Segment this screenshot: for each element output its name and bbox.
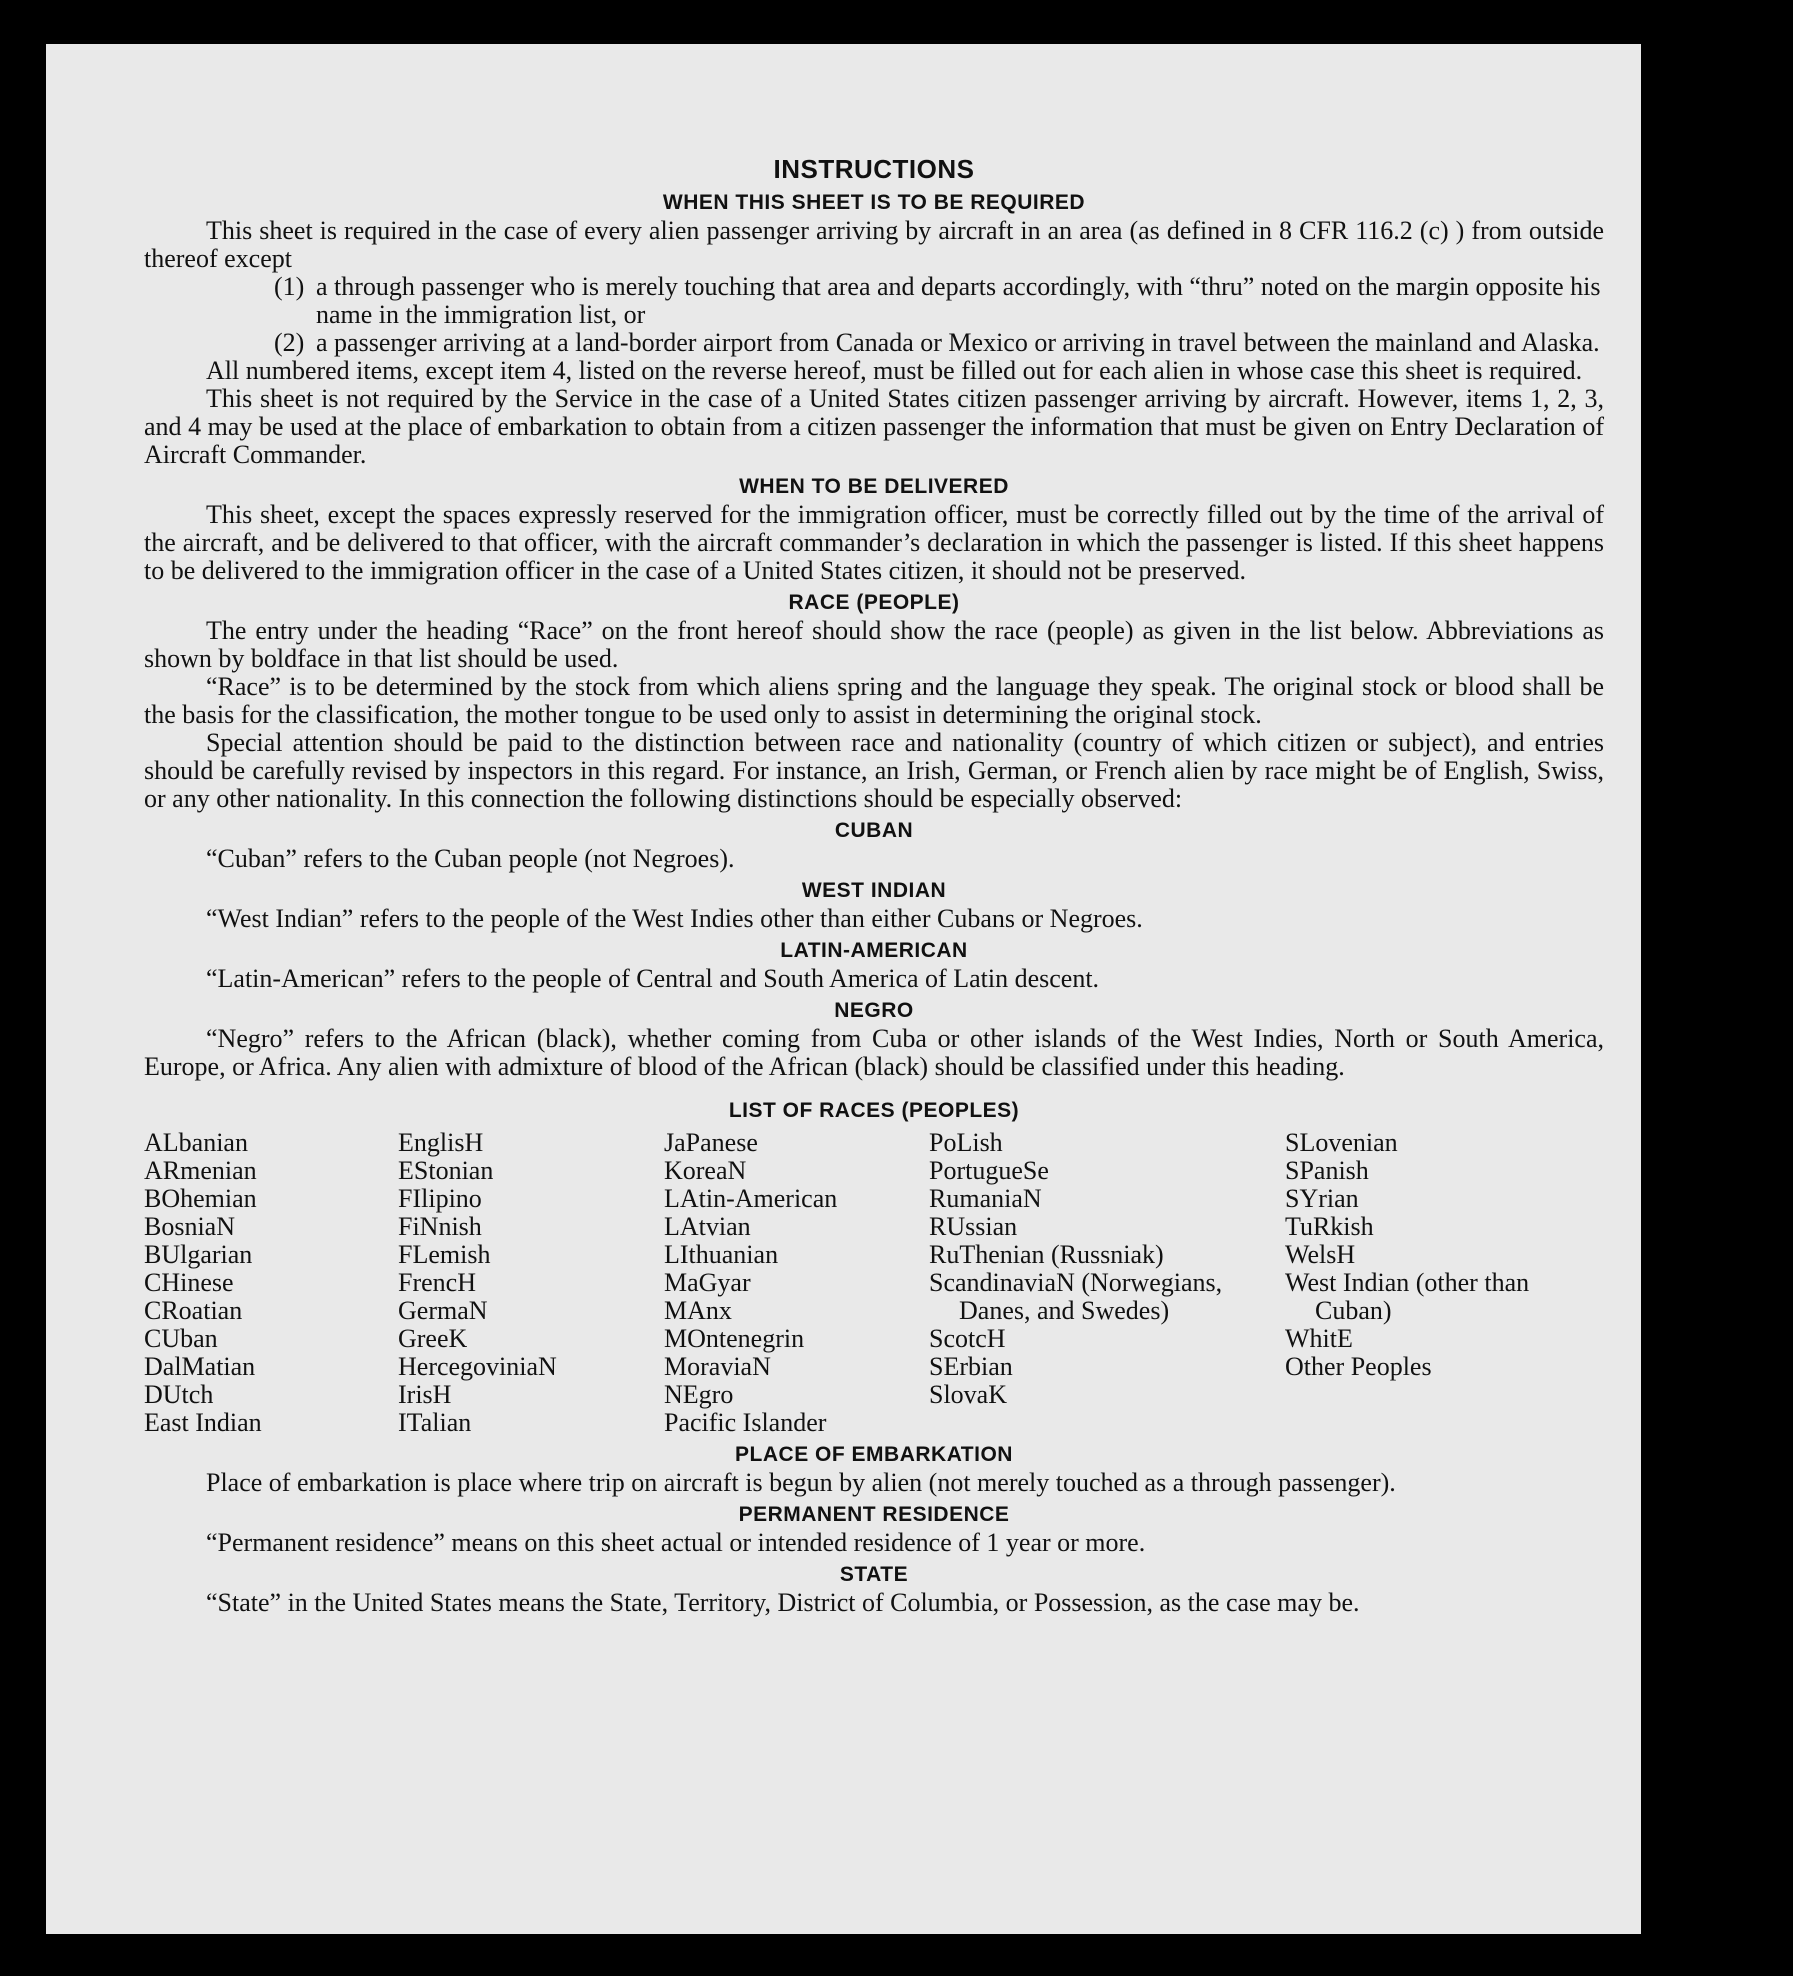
race-entry: TuRkish [1285,1212,1374,1241]
races-column-5 [1285,1129,1604,1437]
race-entry: FrencH [398,1268,476,1297]
race-entry: GreeK [398,1324,468,1353]
required-para-2: All numbered items, except item 4, listed on the reverse hereof, must be filled out for each alien in whose case this sheet is required. [206,356,1583,385]
exception-item-1: (1) a through passenger who is merely touching that area and departs accordingly, with “thru” noted on the margin opposite his name in the immigration list, or [274,272,1601,329]
race-entry: JaPanese [664,1128,758,1157]
instructions-content [144,154,1604,1617]
race-para-3: Special attention should be paid to the distinction between race and nationality (country of which citizen or subject), and entries should be carefully revised by inspectors in this regard. For instance, an Irish, German, or French alien by race might be of English, Swiss, or any other nationality. In this connection the following distinctions should be especially observed: [144,728,1604,813]
race-entry: DalMatian [144,1352,256,1381]
west-indian-text: “West Indian” refers to the people of the West Indies other than either Cubans or Negroes. [206,904,1143,933]
required-intro: This sheet is required in the case of every alien passenger arriving by aircraft in an area (as defined in 8 CFR 116.2 (c) ) from outside thereof except [144,216,1604,273]
race-entry: PoLish [929,1128,1003,1157]
race-para-2: “Race” is to be determined by the stock from which aliens spring and the language they speak. The original stock or blood shall be the basis for the classification, the mother tongue to be used only to assist in determining the original stock. [144,672,1604,729]
race-entry: East Indian [144,1408,262,1437]
heading-embarkation: PLACE OF EMBARKATION [735,1443,1013,1466]
race-entry: RUssian [929,1212,1018,1241]
heading-list-of-races: LIST OF RACES (PEOPLES) [728,1099,1020,1122]
race-entry: ScotcH [929,1324,1006,1353]
heading-cuban: CUBAN [834,819,914,842]
heading-race: RACE (PEOPLE) [788,591,960,614]
race-entry: EStonian [398,1156,494,1185]
heading-state: STATE [839,1563,909,1586]
race-entry: West Indian (other than Cuban) [1285,1268,1530,1325]
race-entry: BOhemian [144,1184,257,1213]
race-entry: Other Peoples [1285,1352,1432,1381]
residence-text: “Permanent residence” means on this sheet actual or intended residence of 1 year or more. [206,1528,1146,1557]
race-entry: SPanish [1285,1156,1369,1185]
race-entry: MOntenegrin [664,1324,805,1353]
race-entry: HercegoviniaN [398,1352,557,1381]
races-list [144,1129,1604,1437]
races-column-3 [664,1129,929,1437]
heading-when-delivered: WHEN TO BE DELIVERED [739,475,1009,498]
heading-negro: NEGRO [834,999,914,1022]
race-entry: SLovenian [1285,1128,1398,1157]
race-entry: CUban [144,1324,218,1353]
state-text: “State” in the United States means the State, Territory, District of Columbia, or Possession, as the case may be. [206,1588,1360,1617]
race-entry: FiNnish [398,1212,482,1241]
race-entry: RumaniaN [929,1184,1042,1213]
required-para-3: This sheet is not required by the Service in the case of a United States citizen passenger arriving by aircraft. However, items 1, 2, 3, and 4 may be used at the place of embarkation to obtain from a citizen passenger the information that must be given on Entry Declaration of Aircraft Commander. [144,384,1604,469]
races-column-4 [929,1129,1285,1437]
heading-west-indian: WEST INDIAN [801,879,947,902]
races-column-2 [398,1129,664,1437]
race-entry: KoreaN [664,1156,747,1185]
delivered-text: This sheet, except the spaces expressly reserved for the immigration officer, must be correctly filled out by the time of the arrival of the aircraft, and be delivered to that officer, with the aircraft commander’s declaration in which the passenger is listed. If this sheet happens to be delivered to the immigration officer in the case of a United States citizen, it should not be preserved. [144,500,1604,585]
race-entry: LAtvian [664,1212,751,1241]
race-entry: WelsH [1285,1240,1356,1269]
race-entry: SlovaK [929,1380,1007,1409]
race-entry: FLemish [398,1240,491,1269]
race-entry: CHinese [144,1268,234,1297]
race-entry: RuThenian (Russniak) [929,1240,1164,1269]
race-entry: CRoatian [144,1296,243,1325]
race-entry: ARmenian [144,1156,257,1185]
race-entry: BUlgarian [144,1240,253,1269]
embarkation-text: Place of embarkation is place where trip on aircraft is begun by alien (not merely touched as a through passenger). [206,1468,1396,1497]
race-entry: MaGyar [664,1268,751,1297]
race-entry: Pacific Islander [664,1408,827,1437]
document-page [46,44,1641,1934]
latin-american-text: “Latin-American” refers to the people of Central and South America of Latin descent. [206,964,1100,993]
cuban-text: “Cuban” refers to the Cuban people (not Negroes). [206,844,735,873]
race-entry: SErbian [929,1352,1013,1381]
heading-permanent-residence: PERMANENT RESIDENCE [738,1503,1010,1526]
race-para-1: The entry under the heading “Race” on the front hereof should show the race (people) as given in the list below. Abbreviations as shown by boldface in that list should be used. [144,616,1604,673]
race-entry: NEgro [664,1380,734,1409]
race-entry: FIlipino [398,1184,482,1213]
race-entry: ScandinaviaN (Norwegians, Danes, and Swedes) [929,1268,1223,1325]
race-entry: WhitE [1285,1324,1353,1353]
race-entry: SYrian [1285,1184,1359,1213]
page-title: INSTRUCTIONS [773,154,975,184]
race-entry: BosniaN [144,1212,235,1241]
race-entry: MAnx [664,1296,732,1325]
race-entry: IrisH [398,1380,452,1409]
race-entry: LAtin-American [664,1184,838,1213]
races-column-1 [144,1129,398,1437]
heading-latin-american: LATIN-AMERICAN [780,939,968,962]
race-entry: ALbanian [144,1128,248,1157]
race-entry: ITalian [398,1408,472,1437]
race-entry: GermaN [398,1296,488,1325]
race-entry: DUtch [144,1380,214,1409]
race-entry: LIthuanian [664,1240,779,1269]
race-entry: MoraviaN [664,1352,771,1381]
race-entry: PortugueSe [929,1156,1049,1185]
negro-text: “Negro” refers to the African (black), whether coming from Cuba or other islands of the West Indies, North or South America, Europe, or Africa. Any alien with admixture of blood of the African (black) should be classified under this heading. [144,1024,1604,1081]
race-entry: EnglisH [398,1128,484,1157]
heading-when-required: WHEN THIS SHEET IS TO BE REQUIRED [662,191,1086,214]
exception-item-2: (2) a passenger arriving at a land-border airport from Canada or Mexico or arriving in travel between the mainland and Alaska. [274,328,1600,357]
